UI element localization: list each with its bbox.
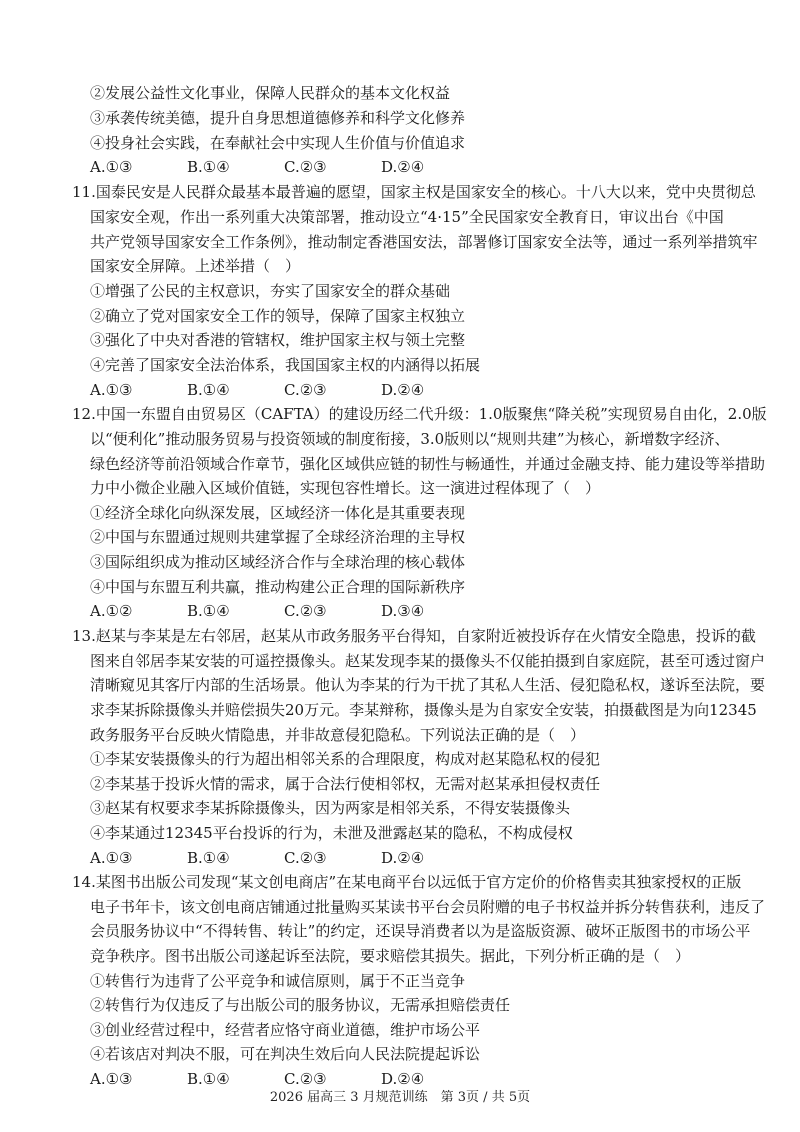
answer-choice: B.①④ [187,381,230,399]
question-text-line: 电子书年卡，该文创电商店铺通过批量购买某读书平台会员附赠的电子书权益并拆分转售获利，违反了 [90,898,766,916]
option-line: ④中国与东盟互利共赢，推动构建公正合理的国际新秩序 [90,578,466,596]
answer-choice: A.①③ [90,381,133,399]
answer-choice: D.②④ [381,381,425,399]
answer-choice: C.②③ [284,1070,327,1088]
option-line: ④投身社会实践，在奉献社会中实现人生价值与价值追求 [90,134,466,152]
question-text-line: 政务服务平台反映火情隐患，并非故意侵犯隐私。下列说法正确的是（ ） [90,726,586,744]
option-line: ③强化了中央对香港的管辖权，维护国家主权与领土完整 [90,331,466,349]
answer-choice: D.②④ [381,158,425,176]
question-text-line: 绿色经济等前沿领域合作章节，强化区域供应链的韧性与畅通性，并通过金融支持、能力建设等举措助 [90,455,766,473]
answer-choice: A.①② [90,602,133,620]
answer-choice: D.②④ [381,1070,425,1088]
page-footer: 2026 届高三 3 月规范训练 第 3页 / 共 5页 [269,1090,531,1105]
option-line: ④完善了国家安全法治体系，我国国家主权的内涵得以拓展 [90,356,481,374]
option-line: ②确立了党对国家安全工作的领导，保障了国家主权独立 [90,307,466,325]
option-line: ①转售行为违背了公平竞争和诚信原则，属于不正当竞争 [90,972,466,990]
answer-choice: C.②③ [284,602,327,620]
answer-choice: A.①③ [90,1070,133,1088]
answer-choices [90,601,478,621]
answer-choice: B.①④ [187,1070,230,1088]
question-stem: 12.中国一东盟自由贸易区（CAFTA）的建设历经二代升级：1.0版聚焦“降关税”实现贸易自由化，2.0版 [72,405,767,423]
answer-choice: A.①③ [90,849,133,867]
question-stem: 13.赵某与李某是左右邻居，赵某从市政务服务平台得知，自家附近被投诉存在火情安全隐患，投诉的截 [72,627,756,645]
option-line: ④若该店对判决不服，可在判决生效后向人民法院提起诉讼 [90,1045,481,1063]
answer-choice: C.②③ [284,158,327,176]
question-text-line: 以“便利化”推动服务贸易与投资领域的制度衔接，3.0版则以“规则共建”为核心，新增数字经济、 [90,430,730,448]
option-line: ①李某安装摄像头的行为超出相邻关系的合理限度，构成对赵某隐私权的侵犯 [90,750,601,768]
answer-choice: C.②③ [284,849,327,867]
answer-choices [90,380,478,400]
answer-choice: C.②③ [284,381,327,399]
question-text-line: 力中小微企业融入区域价值链，实现包容性增长。这一演进过程体现了（ ） [90,479,601,497]
option-line: ④李某通过12345平台投诉的行为，未泄及泄露赵某的隐私，不构成侵权 [90,824,573,842]
option-line: ③创业经营过程中，经营者应恪守商业道德，维护市场公平 [90,1021,481,1039]
answer-choices [90,848,478,868]
question-text-line: 图来自邻居李某安装的可遥控摄像头。赵某发现李某的摄像头不仅能拍摄到自家庭院，甚至可透过窗户 [90,652,766,670]
question-text-line: 共产党领导国家安全工作条例》，推动制定香港国安法，部署修订国家安全法等，通过一系列举措筑牢 [90,233,758,251]
question-stem: 11.国泰民安是人民群众最基本最普遍的愿望，国家主权是国家安全的核心。十八大以来，党中央贯彻总 [72,183,756,201]
answer-choice: A.①③ [90,158,133,176]
question-text-line: 会员服务协议中“不得转售、转让”的约定，还误导消费者以为是盗版资源、破坏正版图书的市场公平 [90,922,751,940]
option-line: ③承袭传统美德，提升自身思想道德修养和科学文化修养 [90,109,466,127]
option-line: ①经济全球化向纵深发展，区域经济一体化是其重要表现 [90,504,466,522]
answer-choice: B.①④ [187,158,230,176]
question-text-line: 清晰窥见其客厅内部的生活场景。他认为李某的行为干扰了其私人生活、侵犯隐私权，遂诉至法院，要 [90,676,766,694]
answer-choice: D.③④ [381,602,425,620]
question-text-line: 求李某拆除摄像头并赔偿损失20万元。李某辩称，摄像头是为自家安全安装，拍摄截图是为向12345 [90,701,757,719]
option-line: ②李某基于投诉火情的需求，属于合法行使相邻权，无需对赵某承担侵权责任 [90,775,601,793]
question-text-line: 竞争秩序。图书出版公司遂起诉至法院，要求赔偿其损失。据此，下列分析正确的是（ ） [90,947,691,965]
answer-choices [90,157,478,177]
answer-choice: D.②④ [381,849,425,867]
answer-choice: B.①④ [187,849,230,867]
question-text-line: 国家安全观，作出一系列重大决策部署，推动设立“4·15”全民国家安全教育日，审议出台《中国 [90,208,724,226]
option-line: ②转售行为仅违反了与出版公司的服务协议，无需承担赔偿责任 [90,996,511,1014]
option-line: ③国际组织成为推动区域经济合作与全球治理的核心载体 [90,553,466,571]
option-line: ①增强了公民的主权意识，夯实了国家安全的群众基础 [90,282,451,300]
option-line: ③赵某有权要求李某拆除摄像头，因为两家是相邻关系，不得安装摄像头 [90,799,571,817]
question-stem: 14.某图书出版公司发现“某文创电商店”在某电商平台以远低于官方定价的价格售卖其独家授权的正版 [72,873,742,891]
question-text-line: 国家安全屏障。上述举措（ ） [90,257,301,275]
answer-choice: B.①④ [187,602,230,620]
option-line: ②发展公益性文化事业，保障人民群众的基本文化权益 [90,84,451,102]
option-line: ②中国与东盟通过规则共建掌握了全球经济治理的主导权 [90,528,466,546]
